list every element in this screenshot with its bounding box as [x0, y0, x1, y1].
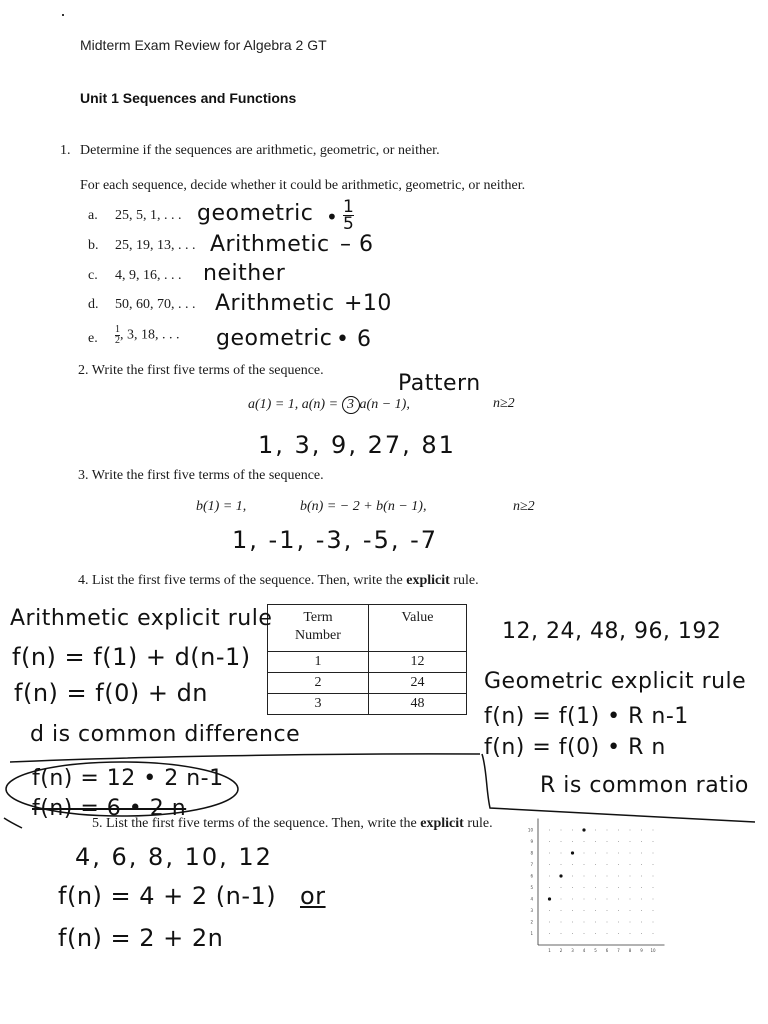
grid-dot — [618, 853, 619, 854]
grid-dot — [595, 922, 596, 923]
grid-dot — [618, 910, 619, 911]
grid-dot — [618, 876, 619, 877]
grid-dot — [618, 864, 619, 865]
grid-dot — [595, 887, 596, 888]
grid-dot — [595, 864, 596, 865]
grid-dot — [584, 910, 585, 911]
header-line: Term — [303, 610, 333, 625]
grid-dot — [607, 830, 608, 831]
grid-dot — [607, 910, 608, 911]
hand-drawn-divider — [4, 818, 22, 828]
grid-dot — [584, 853, 585, 854]
q2-answer: 1, 3, 9, 27, 81 — [258, 431, 456, 459]
arithmetic-rule-line: d is common difference — [30, 722, 301, 747]
grid-dot — [641, 864, 642, 865]
grid-dot — [607, 922, 608, 923]
arithmetic-rule-line: f(n) = f(1) + d(n-1) — [12, 643, 251, 671]
q5-prompt-prefix: 5. List the first five terms of the sequence. Then, write the — [92, 816, 421, 831]
q5-prompt-bold: explicit — [420, 816, 464, 831]
table-cell: 24 — [369, 673, 467, 694]
fraction-denominator: 5 — [343, 214, 355, 234]
grid-dot — [561, 830, 562, 831]
grid-dot — [561, 887, 562, 888]
grid-dot — [549, 841, 550, 842]
grid-dot — [630, 910, 631, 911]
q3-condition: n≥2 — [513, 499, 535, 514]
q1-item-letter: a. — [88, 208, 98, 223]
grid-dot — [630, 841, 631, 842]
grid-dot — [653, 864, 654, 865]
grid-dot — [584, 933, 585, 934]
x-tick-label: 4 — [582, 948, 586, 953]
term-value-table — [267, 604, 467, 715]
grid-dot — [641, 876, 642, 877]
q1-prompt: Determine if the sequences are arithmetic, geometric, or neither. — [80, 143, 440, 158]
q3-formula-b1: b(1) = 1, — [196, 499, 247, 514]
grid-dot — [641, 922, 642, 923]
grid-dot — [584, 887, 585, 888]
grid-dot — [607, 841, 608, 842]
y-tick-label: 7 — [530, 862, 533, 867]
grid-dot — [630, 933, 631, 934]
grid-dot — [549, 910, 550, 911]
grid-dot — [561, 922, 562, 923]
grid-dot — [653, 853, 654, 854]
q1-item-sequence: 50, 60, 70, . . . — [115, 297, 196, 312]
q5-prompt — [92, 816, 493, 832]
q5-rule: f(n) = 2 + 2n — [58, 924, 224, 952]
grid-dot — [595, 899, 596, 900]
q4-prompt-prefix: 4. List the first five terms of the sequence. Then, write the — [78, 573, 407, 588]
q3-answer: 1, -1, -3, -5, -7 — [232, 526, 439, 554]
q3-formula-bn: b(n) = − 2 + b(n − 1), — [300, 499, 427, 514]
x-tick-label: 9 — [640, 948, 643, 953]
data-point — [548, 897, 551, 900]
grid-dot — [653, 841, 654, 842]
q1-item-answer: neither — [203, 261, 286, 286]
q5-or-label: or — [300, 882, 326, 910]
q4-answer-rule-struck: f(n) = 6 • 2 n — [32, 796, 187, 821]
grid-dot — [607, 864, 608, 865]
fraction-numerator: 1 — [343, 197, 355, 217]
q2-prompt: 2. Write the first five terms of the sequence. — [78, 363, 324, 378]
grid-dot — [641, 841, 642, 842]
x-tick-label: 8 — [628, 948, 632, 953]
q1-item-letter: d. — [88, 297, 99, 312]
q1-instruction: For each sequence, decide whether it could be arithmetic, geometric, or neither. — [80, 178, 526, 193]
grid-dot — [630, 876, 631, 877]
grid-dot — [630, 899, 631, 900]
table-row — [268, 673, 467, 694]
q1-item-letter: b. — [88, 238, 99, 253]
x-tick-label: 10 — [650, 948, 656, 953]
y-tick-label: 10 — [527, 827, 533, 833]
q1-item-sequence: 25, 19, 13, . . . — [115, 238, 196, 253]
grid-dot — [584, 899, 585, 900]
q2-circled-coefficient: 3 — [342, 396, 360, 414]
hand-drawn-divider — [10, 754, 480, 762]
grid-dot — [549, 887, 550, 888]
grid-dot — [549, 864, 550, 865]
grid-dot — [561, 899, 562, 900]
q2-formula-left: a(1) = 1, a(n) = — [248, 397, 342, 412]
grid-dot — [630, 922, 631, 923]
data-point — [559, 874, 562, 877]
table-row — [268, 652, 467, 673]
q1-item-answer: Arithmetic — [215, 291, 335, 316]
q1-number: 1. — [60, 143, 71, 158]
grid-dot — [641, 887, 642, 888]
q4-prompt — [78, 573, 479, 589]
geometric-rule-line: f(n) = f(1) • R n-1 — [484, 704, 689, 729]
q3-prompt: 3. Write the first five terms of the sequence. — [78, 468, 324, 483]
header-line: Number — [295, 628, 341, 643]
x-tick-label: 1 — [548, 948, 551, 953]
grid-dot — [584, 876, 585, 877]
grid-dot — [618, 841, 619, 842]
grid-dot — [572, 922, 573, 923]
q1-item-note: +10 — [344, 291, 392, 316]
grid-dot — [549, 830, 550, 831]
geometric-rule-line: f(n) = f(0) • R n — [484, 735, 666, 760]
grid-dot — [572, 887, 573, 888]
y-tick-label: 4 — [530, 896, 533, 902]
q1-item-note-fraction — [343, 199, 354, 232]
q2-formula-right: a(n − 1), — [359, 397, 410, 412]
grid-dot — [653, 922, 654, 923]
grid-dot — [641, 933, 642, 934]
arithmetic-rule-line: f(n) = f(0) + dn — [14, 679, 209, 707]
grid-dot — [653, 830, 654, 831]
q2-pattern-label: Pattern — [398, 371, 481, 396]
x-tick-label: 3 — [571, 948, 574, 953]
y-tick-label: 8 — [530, 850, 533, 856]
grid-dot — [607, 853, 608, 854]
grid-dot — [584, 922, 585, 923]
q5-prompt-suffix: rule. — [463, 816, 493, 831]
table-header-term-number — [268, 605, 369, 652]
grid-dot — [641, 899, 642, 900]
q4-prompt-suffix: rule. — [449, 573, 479, 588]
grid-dot — [607, 933, 608, 934]
grid-dot — [641, 830, 642, 831]
grid-dot — [607, 899, 608, 900]
sequence-graph — [522, 815, 672, 960]
grid-dot — [572, 830, 573, 831]
x-tick-label: 7 — [617, 948, 620, 953]
q1-item-note: • 6 — [336, 327, 372, 352]
q4-prompt-bold: explicit — [406, 573, 450, 588]
grid-dot — [653, 933, 654, 934]
grid-dot — [653, 899, 654, 900]
grid-dot — [572, 899, 573, 900]
grid-dot — [607, 876, 608, 877]
q2-condition: n≥2 — [493, 396, 515, 411]
q1-item-note: – 6 — [340, 232, 374, 257]
grid-dot — [561, 864, 562, 865]
grid-dot — [595, 910, 596, 911]
geometric-rule-title: Geometric explicit rule — [484, 669, 747, 694]
q1-item-sequence: 4, 9, 16, . . . — [115, 268, 182, 283]
unit-title: Unit 1 Sequences and Functions — [80, 90, 297, 106]
grid-dot — [572, 876, 573, 877]
page-header: Midterm Exam Review for Algebra 2 GT — [80, 37, 327, 53]
grid-dot — [595, 853, 596, 854]
table-cell: 1 — [268, 652, 369, 673]
fraction-numerator: 1 — [115, 324, 120, 335]
table-header-value: Value — [369, 605, 467, 652]
grid-dot — [618, 922, 619, 923]
grid-dot — [595, 830, 596, 831]
table-cell: 2 — [268, 673, 369, 694]
grid-dot — [572, 910, 573, 911]
grid-dot — [561, 853, 562, 854]
grid-dot — [607, 887, 608, 888]
data-point — [571, 851, 574, 854]
stray-dot — [62, 14, 64, 16]
grid-dot — [630, 853, 631, 854]
table-cell: 3 — [268, 694, 369, 715]
arithmetic-rule-title: Arithmetic explicit rule — [10, 606, 273, 631]
grid-dot — [641, 910, 642, 911]
grid-dot — [618, 887, 619, 888]
q1-item-letter: e. — [88, 331, 98, 346]
grid-dot — [572, 864, 573, 865]
y-tick-label: 9 — [530, 839, 533, 844]
grid-dot — [641, 853, 642, 854]
q1-item-note-prefix: • — [326, 205, 339, 229]
q1-item-letter: c. — [88, 268, 98, 283]
grid-dot — [561, 933, 562, 934]
q1-item-sequence: 25, 5, 1, . . . — [115, 208, 182, 223]
grid-dot — [618, 830, 619, 831]
q1-item-answer: geometric — [216, 326, 333, 351]
grid-dot — [572, 933, 573, 934]
grid-dot — [595, 841, 596, 842]
data-point — [582, 828, 585, 831]
fraction-denominator: 2 — [115, 335, 120, 346]
grid-dot — [572, 841, 573, 842]
grid-dot — [549, 922, 550, 923]
grid-dot — [561, 910, 562, 911]
grid-dot — [561, 841, 562, 842]
grid-dot — [630, 887, 631, 888]
table-header-row — [268, 605, 467, 652]
q5-rule: f(n) = 4 + 2 (n-1) — [58, 882, 277, 910]
y-tick-label: 1 — [530, 931, 533, 936]
q5-answer-terms: 4, 6, 8, 10, 12 — [75, 843, 273, 871]
grid-dot — [618, 899, 619, 900]
grid-dot — [630, 830, 631, 831]
grid-dot — [595, 933, 596, 934]
q4-answer-terms: 12, 24, 48, 96, 192 — [502, 619, 722, 644]
q2-formula — [248, 396, 410, 414]
table-cell: 48 — [369, 694, 467, 715]
q4-answer-rule: f(n) = 12 • 2 n-1 — [32, 766, 224, 791]
x-tick-label: 6 — [605, 948, 609, 953]
q1-item-answer: geometric — [197, 201, 314, 226]
q1-item-answer: Arithmetic — [210, 232, 330, 257]
grid-dot — [653, 876, 654, 877]
grid-dot — [549, 853, 550, 854]
geometric-rule-line: R is common ratio — [540, 773, 749, 798]
table-row — [268, 694, 467, 715]
grid-dot — [584, 841, 585, 842]
grid-dot — [618, 933, 619, 934]
grid-dot — [630, 864, 631, 865]
x-tick-label: 2 — [559, 948, 563, 953]
grid-dot — [549, 933, 550, 934]
y-tick-label: 5 — [530, 885, 533, 890]
table-cell: 12 — [369, 652, 467, 673]
q1-item-sequence: , 3, 18, . . . — [120, 327, 180, 343]
grid-dot — [595, 876, 596, 877]
y-tick-label: 3 — [530, 908, 533, 913]
grid-dot — [653, 910, 654, 911]
y-tick-label: 2 — [530, 919, 533, 925]
y-tick-label: 6 — [530, 873, 533, 879]
grid-dot — [584, 864, 585, 865]
q1-item-sequence-fraction — [115, 325, 180, 346]
grid-dot — [653, 887, 654, 888]
grid-dot — [549, 876, 550, 877]
x-tick-label: 5 — [594, 948, 597, 953]
